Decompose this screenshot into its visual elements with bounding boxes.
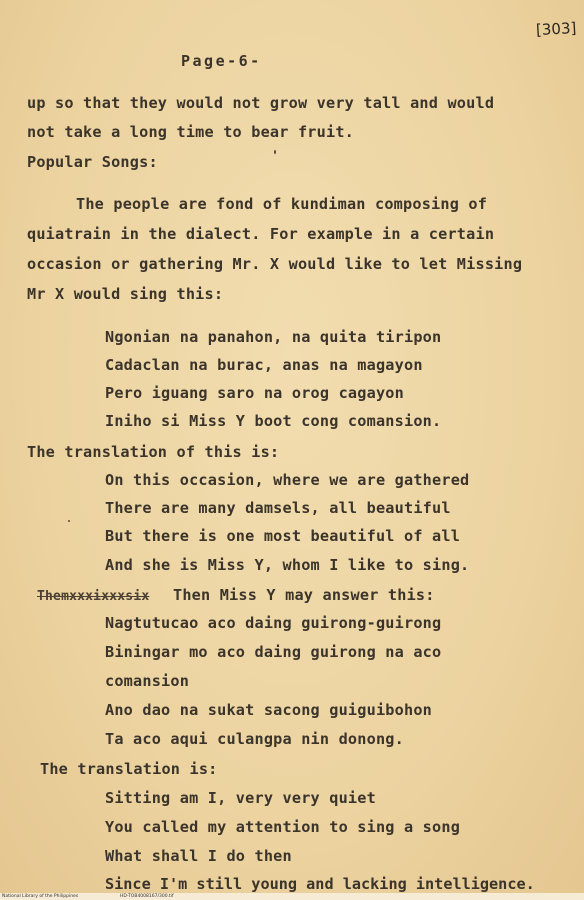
song-line: Iniho si Miss Y boot cong comansion.	[105, 412, 442, 430]
paper-speck	[68, 520, 70, 522]
song-line: Ta aco aqui culangpa nin donong.	[105, 730, 404, 748]
paper-speck	[274, 150, 276, 154]
text-line: up so that they would not grow very tall and would	[27, 94, 495, 112]
translation-line: You called my attention to sing a song	[105, 818, 461, 836]
struck-text: Themxxxixxxsix	[37, 589, 150, 604]
translation-line: On this occasion, where we are gathered	[105, 471, 470, 489]
song-line: Nagtutucao aco daing guirong-guirong	[105, 614, 442, 632]
page-header: Page-6-	[181, 52, 262, 70]
song-line: comansion	[105, 672, 190, 690]
section-heading: Popular Songs:	[27, 153, 158, 171]
text-line: The translation is:	[40, 760, 218, 778]
translation-line: There are many damsels, all beautiful	[105, 499, 451, 517]
scan-footer-bar	[0, 893, 584, 900]
folio-number: [303]	[535, 18, 577, 40]
song-line: Pero iguang saro na orog cagayon	[105, 384, 404, 402]
text-line: Then Miss Y may answer this:	[173, 586, 435, 604]
translation-line: And she is Miss Y, whom I like to sing.	[105, 556, 470, 574]
translation-line: What shall I do then	[105, 847, 292, 865]
scan-footer-left: National Library of the Philippines	[2, 894, 79, 899]
text-line: not take a long time to bear fruit.	[27, 123, 355, 141]
song-line: Ngonian na panahon, na quita tiripon	[105, 328, 442, 346]
translation-line: Sitting am I, very very quiet	[105, 789, 376, 807]
text-line: quiatrain in the dialect. For example in a certain	[27, 225, 495, 243]
scan-footer-right: HD-TOB4008167/300.tif	[120, 894, 174, 899]
song-line: Ano dao na sukat sacong guiguibohon	[105, 701, 433, 719]
text-line: The translation of this is:	[27, 443, 280, 461]
translation-line: But there is one most beautiful of all	[105, 527, 461, 545]
translation-line: Since I'm still young and lacking intelligence.	[105, 875, 535, 893]
text-line: Mr X would sing this:	[27, 285, 224, 303]
text-line: The people are fond of kundiman composing of	[76, 195, 488, 213]
song-line: Cadaclan na burac, anas na magayon	[105, 356, 423, 374]
text-line: occasion or gathering Mr. X would like to let Missing	[27, 255, 523, 273]
song-line: Biningar mo aco daing guirong na aco	[105, 643, 442, 661]
